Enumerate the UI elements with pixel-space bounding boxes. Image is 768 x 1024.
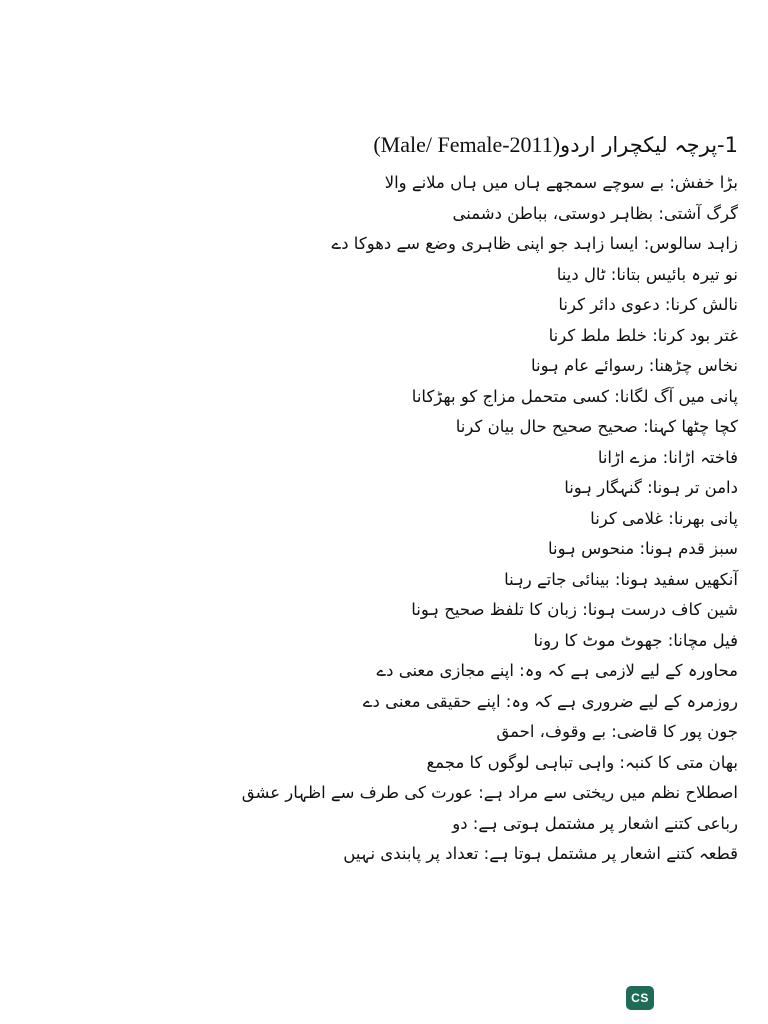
- list-item: پانی بھرنا: غلامی کرنا: [590, 508, 738, 528]
- list-item: محاورہ کے لیے لازمی ہے کہ وہ: اپنے مجازی معنی دے: [376, 661, 738, 680]
- list-item: زاہد سالوس: ایسا زاہد جو اپنی ظاہری وضع سے دھوکا دے: [331, 234, 738, 253]
- list-item: نخاس چڑھنا: رسوائے عام ہونا: [530, 356, 738, 375]
- badge-label: CS: [631, 991, 649, 1005]
- list-item: شین کاف درست ہونا: زبان کا تلفظ صحیح ہونا: [411, 600, 738, 619]
- list-item: اصطلاح نظم میں ریختی سے مراد ہے: عورت کی طرف سے اظہار عشق: [241, 783, 738, 802]
- list-item: سبز قدم ہونا: منحوس ہونا: [548, 539, 738, 558]
- list-item: نو تیرہ بائیس بتانا: ٹال دینا: [556, 264, 738, 284]
- idiom-list: [241, 168, 738, 870]
- camscanner-logo-icon: [626, 986, 654, 1010]
- list-item: قطعہ کتنے اشعار پر مشتمل ہوتا ہے: تعداد پر پابندی نہیں: [343, 844, 738, 863]
- list-item: بڑا خفش: بے سوچے سمجھے ہاں میں ہاں ملانے والا: [384, 173, 738, 192]
- list-item: کچا چٹھا کہنا: صحیح صحیح حال بیان کرنا: [455, 417, 738, 436]
- title-latin: (Male/ Female-2011): [373, 132, 561, 157]
- list-item: جون پور کا قاضی: بے وقوف، احمق: [496, 722, 738, 741]
- title-urdu: 1-پرچہ لیکچرار اردو: [560, 133, 738, 157]
- list-item: بھان متی کا کنبہ: واہی تباہی لوگوں کا مجمع: [426, 752, 738, 772]
- list-item: آنکھیں سفید ہونا: بینائی جاتے رہنا: [504, 569, 738, 589]
- list-item: رباعی کتنے اشعار پر مشتمل ہوتی ہے: دو: [452, 813, 738, 833]
- list-item: نالش کرنا: دعوی دائر کرنا: [558, 295, 738, 314]
- list-item: پانی میں آگ لگانا: کسی متحمل مزاج کو بھڑکانا: [411, 386, 738, 406]
- list-item: غتر بود کرنا: خلط ملط کرنا: [548, 325, 738, 345]
- list-item: دامن تر ہونا: گنہگار ہونا: [564, 478, 738, 497]
- document-title: [318, 128, 738, 162]
- list-item: گرگ آشتی: بظاہر دوستی، بباطن دشمنی: [452, 203, 738, 223]
- list-item: فیل مچانا: جھوٹ موٹ کا رونا: [533, 630, 738, 650]
- list-item: روزمرہ کے لیے ضروری ہے کہ وہ: اپنے حقیقی معنی دے: [362, 691, 738, 711]
- list-item: فاختہ اڑانا: مزے اڑانا: [597, 447, 738, 467]
